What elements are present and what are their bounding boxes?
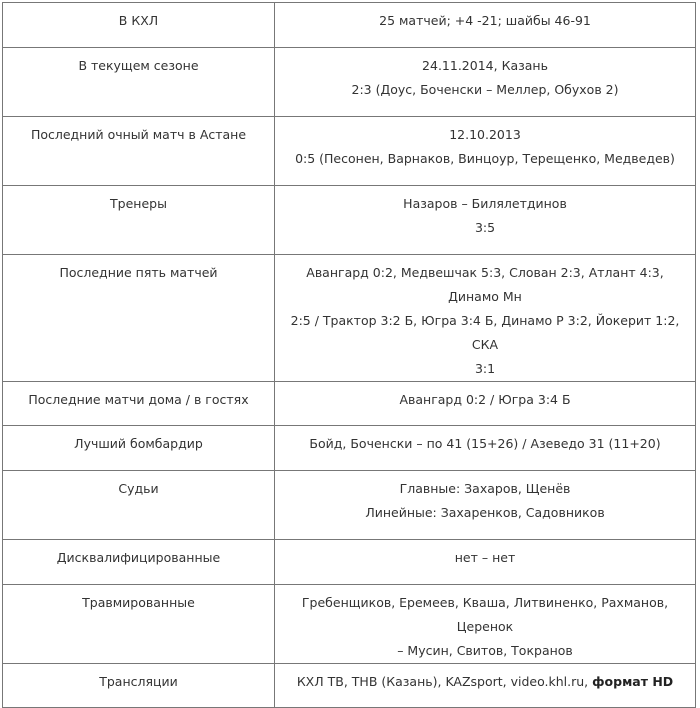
broadcast-channels: КХЛ ТВ, ТНВ (Казань), KAZsport, video.khl.ru, [296, 674, 593, 689]
row-value [275, 382, 696, 426]
row-label: Последние матчи дома / в гостях [3, 382, 275, 426]
value-line: нет – нет [454, 550, 516, 565]
row-value [275, 255, 696, 382]
table-row [3, 117, 696, 186]
table-row [3, 186, 696, 255]
value-line: 3:1 [474, 361, 496, 376]
row-value [275, 3, 696, 48]
value-line: Гребенщиков, Еремеев, Кваша, Литвиненко, Рахманов, Церенок [301, 595, 669, 634]
row-value [275, 585, 696, 664]
table-row [3, 382, 696, 426]
row-label: В текущем сезоне [3, 48, 275, 117]
row-value [275, 471, 696, 540]
table-row [3, 426, 696, 471]
match-info-table [2, 2, 696, 708]
row-label: Последние пять матчей [3, 255, 275, 382]
row-label: Судьи [3, 471, 275, 540]
value-line: 2:5 / Трактор 3:2 Б, Югра 3:4 Б, Динамо Р 3:2, Йокерит 1:2, СКА [290, 313, 680, 352]
row-value [275, 426, 696, 471]
row-label: Лучший бомбардир [3, 426, 275, 471]
value-line: 24.11.2014, Казань [422, 58, 548, 73]
table-row [3, 3, 696, 48]
value-line: Главные: Захаров, Щенёв [399, 481, 571, 496]
value-line: 25 матчей; +4 -21; шайбы 46-91 [379, 13, 591, 28]
row-value [275, 186, 696, 255]
value-line: Линейные: Захаренков, Садовников [365, 505, 605, 520]
hd-format-label: формат HD [592, 674, 674, 689]
value-line: 0:5 (Песонен, Варнаков, Винцоур, Терещенко, Медведев) [295, 151, 675, 166]
value-line: – Мусин, Свитов, Токранов [397, 643, 573, 658]
value-line: Авангард 0:2 / Югра 3:4 Б [399, 392, 571, 407]
value-line: Бойд, Боченски – по 41 (15+26) / Азеведо 31 (11+20) [309, 436, 661, 451]
row-value [275, 48, 696, 117]
row-label: Тренеры [3, 186, 275, 255]
table-row [3, 255, 696, 382]
value-line: 3:5 [474, 220, 496, 235]
value-line: Назаров – Билялетдинов [403, 196, 567, 211]
value-line: 12.10.2013 [449, 127, 521, 142]
row-label: Последний очный матч в Астане [3, 117, 275, 186]
row-label: Трансляции [3, 664, 275, 708]
row-value [275, 664, 696, 708]
table-row [3, 540, 696, 585]
row-label: Дисквалифицированные [3, 540, 275, 585]
table-row [3, 664, 696, 708]
value-line: Авангард 0:2, Медвешчак 5:3, Слован 2:3, Атлант 4:3, Динамо Мн [306, 265, 664, 304]
row-value [275, 540, 696, 585]
table-row [3, 48, 696, 117]
row-label: Травмированные [3, 585, 275, 664]
row-label: В КХЛ [3, 3, 275, 48]
table-row [3, 471, 696, 540]
row-value [275, 117, 696, 186]
table-row [3, 585, 696, 664]
value-line: 2:3 (Доус, Боченски – Меллер, Обухов 2) [351, 82, 619, 97]
